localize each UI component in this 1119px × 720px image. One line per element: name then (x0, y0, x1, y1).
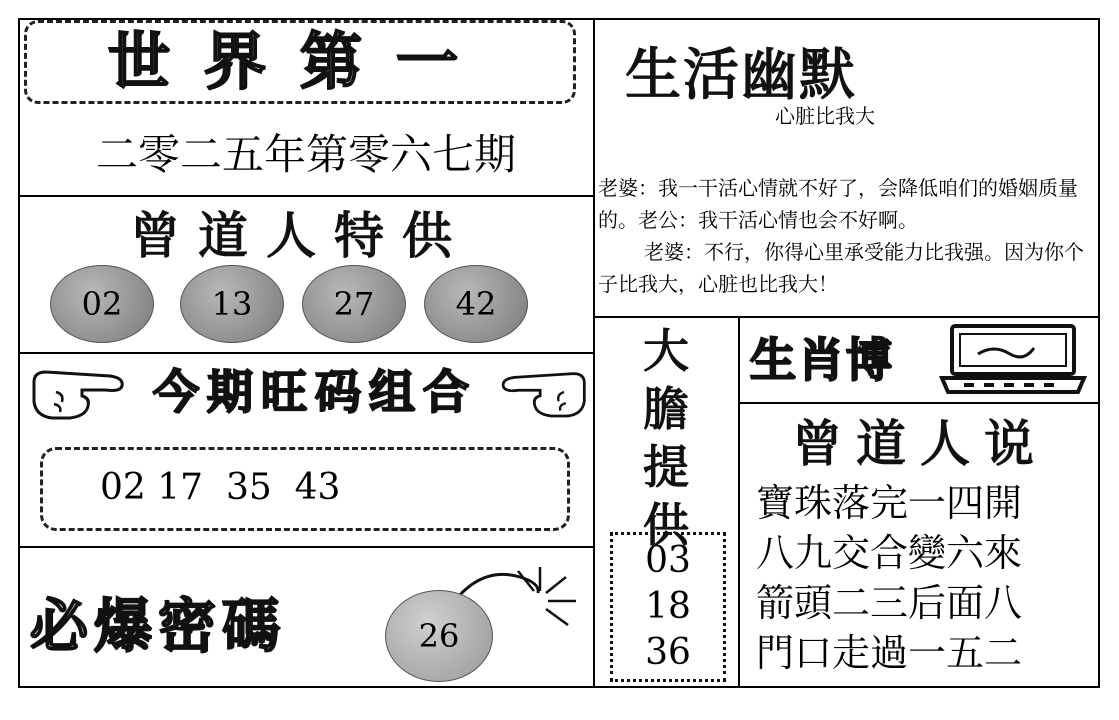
combo-numbers: 02 17 35 43 (100, 467, 341, 508)
divider (18, 352, 594, 354)
bold-tip-char: 供 (643, 498, 689, 552)
issue-text: 二零二五年第零六七期 (95, 130, 516, 179)
pointing-hand-right-icon (30, 362, 130, 424)
divider (593, 316, 1100, 318)
special-ball-2: 13 (180, 265, 284, 343)
bold-tip-char: 提 (643, 440, 689, 494)
secret-number: 26 (385, 590, 493, 682)
divider (738, 316, 740, 688)
zodiac-title: 生肖博 (750, 333, 894, 387)
humor-title: 生活幽默 (625, 43, 857, 108)
special-title: 曾道人特供 (130, 206, 470, 265)
saying-line: 門口走過一五二 (756, 631, 1023, 675)
divider (18, 546, 594, 548)
bold-tip-title (600, 322, 732, 554)
divider (593, 18, 595, 688)
special-ball-1: 02 (50, 265, 154, 343)
bold-tip-numbers (610, 538, 726, 676)
combo-title: 今期旺码组合 (153, 365, 477, 419)
humor-paragraph-1: 老婆：我一干活心情就不好了，会降低咱们的婚姻质量的。老公：我干活心情也会不好啊。 (598, 176, 1078, 232)
bold-tip-number: 03 (645, 540, 691, 581)
saying-line: 箭頭二三后面八 (756, 581, 1023, 625)
pointing-hand-left-icon (496, 362, 588, 424)
special-ball-3: 27 (302, 265, 406, 343)
bold-tip-char: 膽 (643, 382, 689, 436)
secret-title: 必爆密碼 (30, 592, 287, 660)
sayings-title: 曾道人说 (792, 414, 1048, 473)
divider (738, 402, 1100, 404)
special-ball-4: 42 (424, 265, 528, 343)
laptop-icon (938, 322, 1088, 398)
humor-subtitle: 心脏比我大 (775, 104, 875, 128)
saying-line: 寶珠落完一四開 (756, 481, 1023, 525)
banner-title: 世界第一 (107, 25, 492, 98)
saying-line: 八九交合變六來 (756, 531, 1023, 575)
divider (18, 195, 594, 197)
bold-tip-number: 36 (645, 632, 691, 673)
sayings-lines (756, 478, 1086, 678)
humor-paragraph-2: 老婆：不行，你得心里承受能力比我强。因为你个子比我大，心脏也比我大！ (598, 240, 1084, 296)
bold-tip-char: 大 (643, 324, 689, 378)
bold-tip-number: 18 (645, 586, 691, 627)
